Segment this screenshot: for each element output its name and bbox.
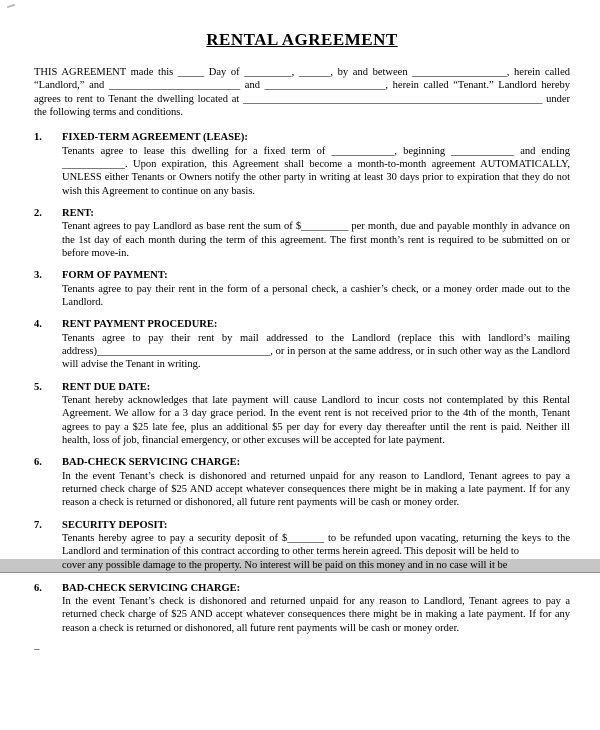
section-body bbox=[62, 145, 570, 198]
section-number: 4. bbox=[34, 319, 42, 331]
section-item bbox=[34, 269, 570, 309]
section-item bbox=[34, 381, 570, 448]
section-content bbox=[62, 456, 570, 509]
section-body bbox=[62, 595, 570, 635]
section-heading: BAD-CHECK SERVICING CHARGE: bbox=[62, 457, 241, 469]
section-item bbox=[34, 582, 570, 635]
section-body-text: In the event Tenant’s check is dishonored and returned unpaid for any reason to Landlord, Tenant agrees to pay a returned check charge of $25 AND accept whatever consequences there might be in making a late payment. If for any reason a check is returned or dishonored, all future rent payments will be cash or money order. bbox=[62, 470, 570, 509]
section-number: 3. bbox=[34, 270, 42, 282]
section-content bbox=[62, 381, 570, 448]
section-body-text: Tenants agree to pay their rent by mail addressed to the Landlord (replace this with landlord’s mailing address)_________________________________, or in person at the same address, or in such other way as the Landlord will advise the Tenant in writing. bbox=[62, 332, 570, 371]
section-number: 7. bbox=[34, 519, 42, 531]
section-item bbox=[34, 318, 570, 371]
section-body-text: In the event Tenant’s check is dishonored and returned unpaid for any reason to Landlord, Tenant agrees to pay a returned check charge of $25 AND accept whatever consequences there might be in making a late payment. If for any reason a check is returned or dishonored, all future rent payments will be cash or money order. bbox=[62, 596, 570, 634]
section-body bbox=[62, 532, 570, 573]
section-item bbox=[34, 456, 570, 509]
section-content bbox=[62, 131, 570, 198]
footer-dash: – bbox=[34, 643, 40, 656]
section-item bbox=[34, 207, 570, 260]
section-body bbox=[62, 394, 570, 447]
section-content bbox=[62, 519, 570, 573]
section-item bbox=[34, 519, 570, 573]
section-body bbox=[62, 470, 570, 510]
section-body-text: Tenants agree to lease this dwelling for a fixed term of ____________, beginning ____________ and ending ____________. Upon expiration, this Agreement shall become a month-to-month agreement AUTOMATICALLY, UNLESS either Tenants or Owners notify the other party in writing at least 30 days prior to expiration that they do not wish this Agreement to continue on any basis. bbox=[62, 145, 570, 197]
section-body bbox=[62, 283, 570, 310]
document-title: RENTAL AGREEMENT bbox=[206, 30, 398, 49]
section-body-text: Tenants agree to pay their rent in the form of a personal check, a cashier’s check, or a money order made out to the Landlord. bbox=[62, 283, 570, 308]
section-number: 5. bbox=[34, 381, 42, 393]
section-number: 6. bbox=[34, 457, 42, 469]
section-heading: FIXED-TERM AGREEMENT (LEASE): bbox=[62, 132, 248, 144]
section-body bbox=[62, 332, 570, 372]
section-heading: RENT PAYMENT PROCEDURE: bbox=[62, 319, 218, 331]
section-body-highlight: cover any possible damage to the property. No interest will be paid on this money and in no case will it be bbox=[0, 559, 600, 573]
section-heading: RENT: bbox=[62, 207, 94, 219]
section-body bbox=[62, 220, 570, 260]
section-content bbox=[62, 318, 570, 371]
section-body-text: Tenant agrees to pay Landlord as base rent the sum of $_________ per month, due and payable monthly in advance on the 1st day of each month during the term of this agreement. The first month’s rent is required to be submitted on or before move-in. bbox=[62, 221, 570, 259]
section-heading: FORM OF PAYMENT: bbox=[62, 270, 168, 282]
section-number: 2. bbox=[34, 207, 42, 219]
section-item bbox=[34, 131, 570, 198]
section-number: 1. bbox=[34, 132, 42, 144]
intro-paragraph: THIS AGREEMENT made this _____ Day of _________, ______, by and between __________________, herein called “Landlord,” and _________________________ and _______________________, herein called “Tenant.” Landlord hereby agrees to rent to Tenant the dwelling located at _________________________________________________________ under the following terms and conditions. bbox=[34, 67, 570, 118]
sections-list bbox=[34, 131, 570, 635]
section-content bbox=[62, 207, 570, 260]
section-content bbox=[62, 582, 570, 635]
section-number: 6. bbox=[34, 582, 42, 594]
section-content bbox=[62, 269, 570, 309]
section-heading: BAD-CHECK SERVICING CHARGE: bbox=[62, 582, 241, 594]
section-heading: SECURITY DEPOSIT: bbox=[62, 519, 168, 531]
section-body-text: Tenants hereby agree to pay a security deposit of $_______ to be refunded upon vacating, returning the keys to the Landlord and termination of this contract according to other terms herein agreed. This deposit will be held to bbox=[62, 532, 570, 558]
section-heading: RENT DUE DATE: bbox=[62, 381, 151, 393]
section-body-text: Tenant hereby acknowledges that late payment will cause Landlord to incur costs not contemplated by this Rental Agreement. We allow for a 3 day grace period. In the event rent is not received prior to the 4th of the month, Tenant agrees to pay a $25 late fee, plus an additional $5 per day for every day thereafter until the rent is paid. Neither ill health, loss of job, financial emergency, or other excuses will be accepted for late payment. bbox=[62, 394, 570, 446]
